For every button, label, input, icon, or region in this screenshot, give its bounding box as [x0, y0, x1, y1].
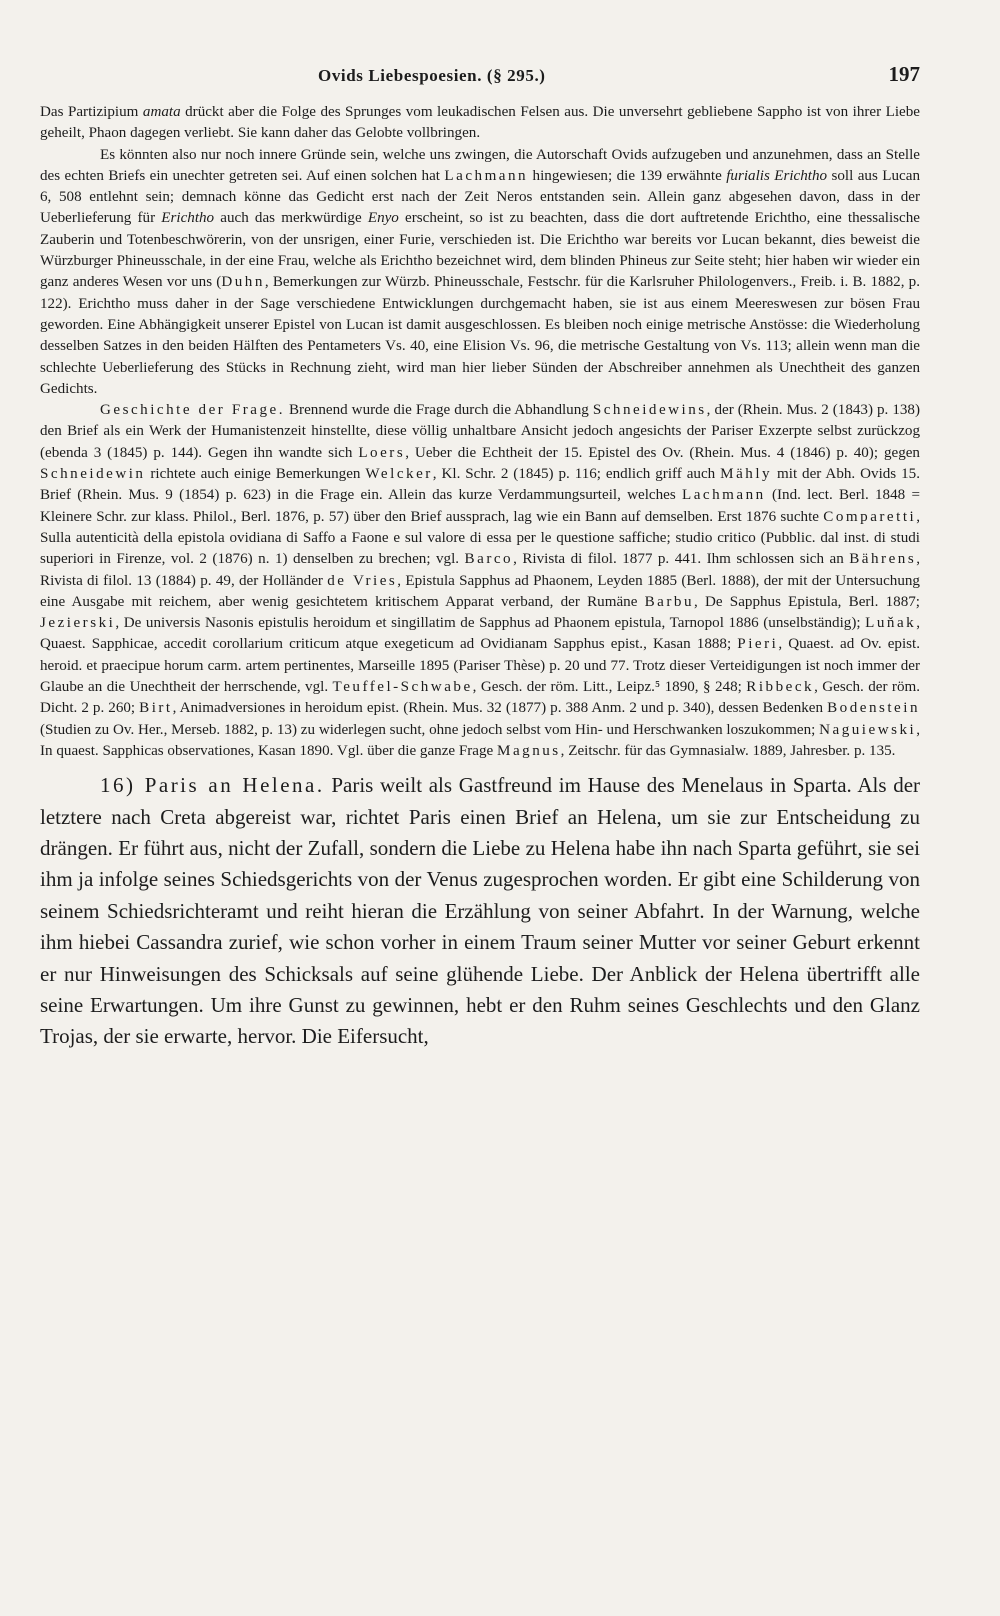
author-name: Magnus: [497, 742, 561, 759]
text-run: , In quaest. Sapphicas observationes, Kasan 1890. Vgl. über die ganze Frage: [40, 721, 920, 759]
italic-term: Enyo: [367, 210, 399, 227]
author-name: Pieri: [737, 636, 779, 653]
author-name: Ribbeck: [746, 679, 815, 696]
author-name: Birt: [139, 700, 173, 717]
author-name: Welcker: [365, 466, 433, 483]
author-name: Mähly: [720, 466, 773, 483]
text-run: Paris weilt als Gastfreund im Hause des Menelaus in Sparta. Als der letztere nach Creta abgereist war, richtet Paris einen Brief an Helena, um sie zur Entscheidung zu drängen. Er führt aus, nicht der Zufall, sondern die Liebe zu Helena habe ihn nach Sparta geführt, sie sei ihm ja infolge seines Schiedsgerichts von der Venus zugesprochen worden. Er gibt eine Schilderung von seinem Schiedsrichteramt und reiht hieran die Erzählung von seiner Abfahrt. In der Warnung, welche ihm hiebei Cassandra zurief, wie schon vorher in einem Traum seiner Mutter vor seiner Geburt erkennt er nur Hinweisungen des Schicksals auf seine glühende Liebe. Der Anblick der Helena übertrifft alle seine Erwartungen. Um ihre Gunst zu gewinnen, hebt er den Ruhm seines Geschlechts und den Glanz Trojas, der sie erwarte, hervor. Die Eifersucht,: [40, 773, 921, 1049]
text-run: , Animadversiones in heroidum epist. (Rhein. Mus. 32 (1877) p. 388 Anm. 2 und p. 340), dessen Bedenken: [172, 700, 828, 717]
author-name: Lachmann: [444, 167, 529, 184]
author-name: Bährens: [849, 551, 917, 568]
text-run: , Gesch. der röm. Litt., Leipz.⁵ 1890, § 248;: [472, 679, 747, 696]
text-run: , De universis Nasonis epistulis heroidum et singillatim de Sapphus ad Phaonem epistula, Tarnopol 1886 (unselbständig);: [115, 615, 866, 632]
text-run: , Ueber die Echtheit der 15. Epistel des Ov. (Rhein. Mus. 4 (1846) p. 40); gegen: [405, 444, 920, 461]
text-run: (Studien zu Ov. Her., Merseb. 1882, p. 13) zu widerlegen sucht, ohne jedoch selbst vom Hin- und Herschwanken loszukommen;: [40, 721, 820, 738]
text-run: , Quaest. ad Ov. epist. heroid. et praecipue horum carm. artem pertinentes, Marseille 1895 (Pariser Thèse) p. 20 und 77. Trotz dieser Verteidigungen ist noch immer der Glaube an die Unechtheit der herrschende, vgl.: [40, 636, 920, 696]
text-run: , Gesch. der röm. Dicht. 2 p. 260;: [40, 679, 921, 717]
author-name: Lachmann: [682, 487, 766, 504]
text-run: , der (Rhein. Mus. 2 (1843) p. 138) den Brief als ein Werk der Humanistenzeit hinstellte, diese völlig unhaltbare Ansicht jedoch angesichts der Pariser Exzerpte selbst zurückzog (ebenda 3 (1845) p. 144). Gegen ihn wandte sich: [40, 402, 920, 461]
text-run: , Quaest. Sapphicae, accedit corollarium criticum atque exegeticum ad Ovidianam Sapphus epist., Kasan 1888;: [40, 615, 920, 653]
text-run: Das Partizipium: [40, 104, 143, 120]
paragraph-inner-reasons: [40, 145, 920, 401]
author-name: Naguiewski: [819, 721, 917, 738]
italic-term: amata: [142, 104, 181, 120]
text-run: soll aus Lucan 6, 508 entlehnt sein; demnach könne das Gedicht erst nach der Zeit Neros entstanden sein. Allein ganz abgesehen davon, dass in der Ueberlieferung für: [40, 167, 920, 227]
author-name: Jezierski: [40, 615, 116, 632]
author-name: Barbu: [644, 593, 694, 610]
author-name: Teuffel-Schwabe: [332, 679, 473, 696]
section-heading: Geschichte der Frage.: [100, 402, 285, 419]
author-name: Luňak: [865, 615, 917, 632]
author-name: Bodenstein: [827, 700, 920, 717]
text-run: , De Sapphus Epistula, Berl. 1887;: [694, 593, 920, 610]
text-run: , Zeitschr. für das Gymnasialw. 1889, Jahresber. p. 135.: [560, 742, 896, 759]
paragraph-paris-helena: [40, 770, 920, 1053]
text-run: , Kl. Schr. 2 (1845) p. 116; endlich griff auch: [432, 466, 721, 483]
author-name: Comparetti: [823, 508, 917, 525]
page-number: 197: [888, 62, 920, 86]
text-run: Brennend wurde die Frage durch die Abhandlung: [284, 402, 593, 419]
paragraph-amata: [40, 102, 920, 145]
author-name: Duhn: [221, 274, 265, 291]
text-run: mit der Abh. Ovids 15. Brief (Rhein. Mus. 9 (1854) p. 623) in die Frage ein. Allein das kurze Verdammungsurteil, welches: [40, 466, 920, 504]
italic-term: furialis Erichtho: [726, 167, 828, 184]
text-run: drückt aber die Folge des Sprunges vom leukadischen Felsen aus. Die unversehrt gebliebene Sappho ist von ihrer Liebe geheilt, Phaon dagegen verliebt. Sie kann daher das Gelobte vollbringen.: [40, 104, 920, 142]
small-print-section: [40, 102, 920, 762]
text-run: erscheint, so ist zu beachten, dass die dort auftretende Erichtho, eine thessalische Zauberin und Totenbeschwörerin, von der unsrigen, einer Furie, verschieden ist. Die Erichtho war bereits vor Lucan bekannt, dies beweist die Würzburger Phineusschale, in der eine Frau, welche als Erichtho bezeichnet wird, dem blinden Phineus zur Seite steht; hier haben wir wieder ein ganz anderes Wesen vor uns (: [40, 210, 920, 291]
author-name: Loers: [358, 444, 406, 461]
author-name: Schneidewin: [40, 466, 146, 483]
author-name: Schneidewins: [592, 402, 707, 419]
author-name: de Vries: [327, 572, 398, 589]
author-name: Barco: [464, 551, 514, 568]
text-run: , Bemerkungen zur Würzb. Phineusschale, Festschr. für die Karlsruher Philologenvers., Freib. i. B. 1882, p. 122). Erichtho muss daher in der Sage verschiedene Entwicklungen durchgemacht haben, sie ist aus einem Meereswesen zur bösen Frau geworden. Eine Abhängigkeit unserer Epistel von Lucan ist damit ausgeschlossen. Es bleiben noch einige metrische Anstösse: die Wiederholung desselben Satzes in den beiden Hälften des Pentameters Vs. 40, eine Elision Vs. 96, die metrische Gestaltung von Vs. 113; allein wenn man die schlechte Ueberlieferung des Stücks in Rechnung zieht, wird man hier lieber Sünden der Abschreiber annehmen als Unechtheit des ganzen Gedichts.: [40, 274, 920, 397]
text-run: (Ind. lect. Berl. 1848 = Kleinere Schr. zur klass. Philol., Berl. 1876, p. 57) über den Brief aussprach, lag wie ein Bann auf demselben. Erst 1876 suchte: [40, 487, 920, 525]
text-run: , Rivista di filol. 13 (1884) p. 49, der Holländer: [40, 551, 920, 589]
paragraph-history: [40, 400, 920, 762]
page-header: [40, 62, 920, 102]
text-run: , Sulla autenticità della epistola ovidiana di Saffo a Faone e sul valore di essa per le questione saffiche; studio critico (Pubblic. dal inst. di studi superiori in Firenze, vol. 2 (1876) n. 1) denselben zu brechen; vgl.: [40, 508, 920, 568]
text-run: richtete auch einige Bemerkungen: [145, 466, 366, 483]
main-text-section: [40, 770, 920, 1053]
section-heading: 16) Paris an Helena.: [100, 773, 325, 798]
text-run: hingewiesen; die 139 erwähnte: [528, 167, 727, 184]
italic-term: Erichtho: [161, 210, 215, 227]
text-run: , Epistula Sapphus ad Phaonem, Leyden 1885 (Berl. 1888), der mit der Untersuchung eine Ausgabe mit reichem, aber wenig gesichtetem kritischem Apparat verband, der Rumäne: [40, 572, 920, 610]
text-run: , Rivista di filol. 1877 p. 441. Ihm schlossen sich an: [513, 551, 850, 568]
running-title: Ovids Liebespoesien. (§ 295.): [318, 66, 546, 85]
text-run: Es könnten also nur noch innere Gründe sein, welche uns zwingen, die Autorschaft Ovids aufzugeben und anzunehmen, dass an Stelle des echten Briefs ein unechter getreten sei. Auf einen solchen hat: [40, 146, 920, 184]
text-run: auch das merkwürdige: [214, 210, 368, 227]
